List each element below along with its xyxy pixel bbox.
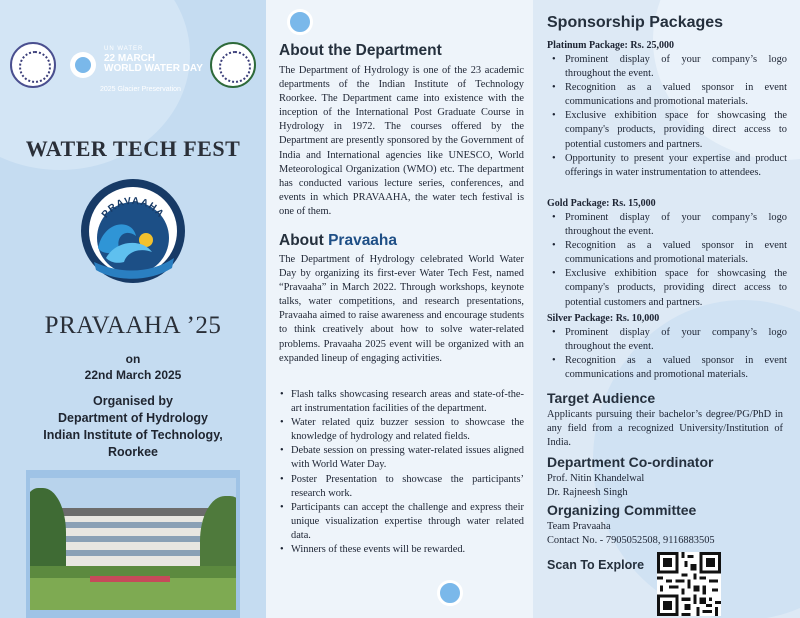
globe-icon: [70, 52, 96, 78]
platinum-package-label: Platinum Package: Rs. 25,000: [547, 40, 674, 51]
world-water-day-logo: [70, 46, 203, 96]
committee-contact: Contact No. - 7905052508, 9116883505: [547, 535, 715, 546]
list-item: • Water related quiz buzzer session to showcase the knowledge of hydrology and related fields.: [279, 416, 524, 444]
qr-code-icon[interactable]: [657, 552, 721, 616]
event-name: PRAVAAHA ’25: [44, 312, 222, 339]
silver-package-label: Silver Package: Rs. 10,000: [547, 313, 660, 324]
silver-benefits: [551, 326, 787, 382]
cover-panel: [0, 0, 266, 618]
un-water-label: UN WATER: [104, 46, 144, 52]
list-item: • Exclusive exhibition space for showcasing the company's products, providing direct access to potential customers and partners.: [551, 267, 787, 309]
list-item: • Prominent display of your company’s logo throughout the event.: [551, 211, 787, 239]
logo-row: [10, 40, 258, 96]
organiser-department: Department of Hydrology: [57, 411, 208, 425]
list-item: • Recognition as a valued sponsor in event communications and promotional materials.: [551, 81, 787, 109]
about-pravaaha-text: The Department of Hydrology celebrated World Water Day by organizing its first-ever Water Tech Fest, named “Pravaaha” in March 2022. Through workshops, keynote talks, water competitions, and research presentations, Pravaaha aimed to raise awareness and encourage students to think creatively about how to solve water-related problems. Pravaaha 2025 event will be organized with an expanded lineup of engaging activities.: [279, 254, 524, 364]
committee-title: Organizing Committee: [547, 502, 697, 518]
bottom-decor-dot: [437, 580, 463, 606]
coordinator-name-2: Dr. Rajneesh Singh: [547, 487, 628, 498]
coordinator-title: Department Co-ordinator: [547, 454, 714, 470]
iit-roorkee-seal-icon: [10, 42, 56, 88]
list-item: • Recognition as a valued sponsor in event communications and promotional materials.: [551, 354, 787, 382]
list-item: • Exclusive exhibition space for showcasing the company's products, providing direct access to potential customers and partners.: [551, 109, 787, 151]
campus-photo-frame: [26, 470, 240, 618]
about-department-text: The Department of Hydrology is one of the 23 academic departments of the Indian Institute of Technology Roorkee. The Department came into existence with the inception of the International Post Graduate Course in Hydrology in 1972. The courses offered by the Department are presently sponsored by the Government of India and International agencies like UNESCO, World Meteorological Organization (WMO) etc. The department has conducted various lecture series, conferences, and events in which PRAVAAHA, the water tech festival is one of them.: [279, 65, 524, 217]
about-pravaaha-word: Pravaaha: [328, 232, 398, 249]
list-item: • Debate session on pressing water-related issues aligned with World Water Day.: [279, 444, 524, 472]
list-item: • Prominent display of your company’s logo throughout the event.: [551, 53, 787, 81]
wwd-date: 22 MARCH: [104, 53, 156, 64]
about-panel: [266, 0, 533, 618]
list-item: • Recognition as a valued sponsor in event communications and promotional materials.: [551, 239, 787, 267]
scan-label: Scan To Explore: [547, 558, 645, 572]
activities-list: [279, 388, 524, 557]
pravaaha-wave-logo: [80, 178, 186, 284]
list-item: • Flash talks showcasing research areas and state-of-the-art instrumentation facilities of the department.: [279, 388, 524, 416]
target-audience-text: Applicants pursuing their bachelor’s degree/PG/PhD in any field from a recognized University/Institution of India.: [547, 409, 783, 449]
list-item: • Prominent display of your company’s logo throughout the event.: [551, 326, 787, 354]
gold-package-label: Gold Package: Rs. 15,000: [547, 198, 656, 209]
gold-benefits: [551, 211, 787, 310]
event-date: 22nd March 2025: [84, 368, 182, 382]
about-department-title: About the Department: [279, 42, 442, 59]
fest-title: WATER TECH FEST: [25, 136, 241, 161]
wwd-theme: 2025 Glacier Preservation: [100, 86, 181, 93]
department-seal-icon: [210, 42, 256, 88]
sponsorship-title: Sponsorship Packages: [547, 14, 724, 31]
about-pravaaha-title: [279, 232, 397, 250]
list-item: • Opportunity to present your expertise and product offerings in water instrumentation to attendees.: [551, 152, 787, 180]
about-prefix: About: [279, 232, 329, 249]
sponsorship-panel: [533, 0, 800, 618]
committee-team: Team Pravaaha: [547, 521, 611, 532]
list-item: • Participants can accept the challenge and express their unique visualization expertise through water related data.: [279, 501, 524, 543]
top-decor-dot: [287, 9, 313, 35]
campus-photo: [30, 478, 236, 610]
coordinator-name-1: Prof. Nitin Khandelwal: [547, 473, 645, 484]
on-label: on: [125, 352, 141, 366]
wwd-name: WORLD WATER DAY: [104, 63, 203, 74]
list-item: • Poster Presentation to showcase the participants’ research work.: [279, 473, 524, 501]
world-water-day-title: [104, 54, 204, 74]
platinum-benefits: [551, 53, 787, 180]
target-audience-title: Target Audience: [547, 390, 656, 406]
organiser-institute: Indian Institute of Technology,: [43, 428, 223, 442]
list-item: • Winners of these events will be rewarded.: [279, 543, 524, 557]
logo-text: PRAVAAHA: [99, 195, 167, 221]
organised-by-label: Organised by: [93, 394, 173, 408]
organiser-city: Roorkee: [107, 445, 159, 459]
